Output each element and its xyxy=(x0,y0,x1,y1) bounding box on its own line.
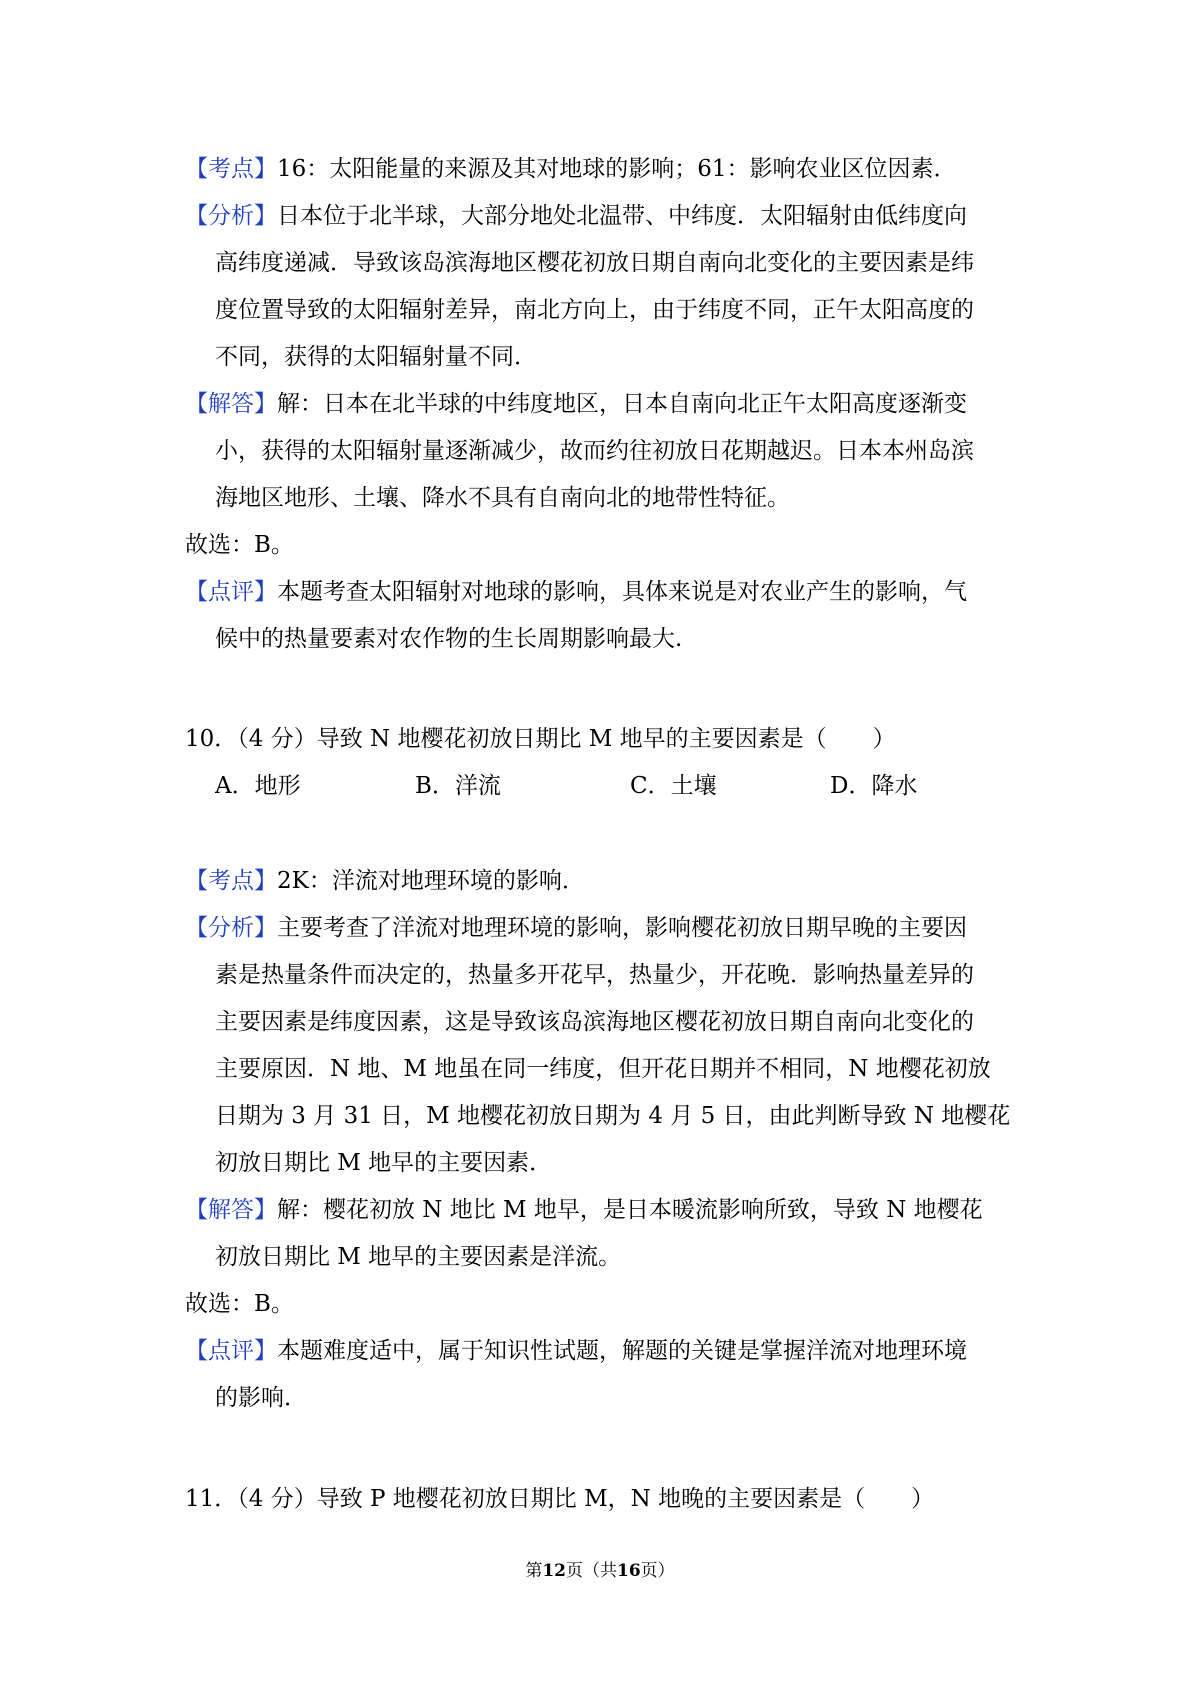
dianping-tag: 【点评】 xyxy=(185,1338,277,1364)
kaodian-text: 16：太阳能量的来源及其对地球的影响；61：影响农业区位因素． xyxy=(277,156,957,182)
dianping-row xyxy=(185,1328,1030,1375)
fenxi-row xyxy=(185,193,1030,240)
jieda-row xyxy=(185,381,1030,428)
dianping-row xyxy=(185,569,1030,616)
dianping-line: 本题难度适中，属于知识性试题，解题的关键是掌握洋流对地理环境 xyxy=(277,1338,967,1364)
kaodian-tag: 【考点】 xyxy=(185,156,277,182)
option-c: C．土壤 xyxy=(630,773,717,799)
footer-page-number: 12 xyxy=(542,1561,566,1581)
fenxi-tag: 【分析】 xyxy=(185,915,277,941)
fenxi-line: 素是热量条件而决定的，热量多开花早，热量少，开花晚．影响热量差异的 xyxy=(215,962,974,988)
dianping-line: 候中的热量要素对农作物的生长周期影响最大. xyxy=(215,626,683,652)
fenxi-line: 主要考查了洋流对地理环境的影响，影响樱花初放日期早晚的主要因 xyxy=(277,915,967,941)
dianping-line: 的影响． xyxy=(215,1385,307,1411)
page-footer xyxy=(0,1556,1200,1581)
fenxi-line: 日本位于北半球，大部分地处北温带、中纬度．太阳辐射由低纬度向 xyxy=(277,203,967,229)
footer-total-pages: 16 xyxy=(617,1561,641,1581)
option-a: A．地形 xyxy=(215,773,301,799)
dianping-tag: 【点评】 xyxy=(185,579,277,605)
jieda-line: 解：日本在北半球的中纬度地区，日本自南向北正午太阳高度逐渐变 xyxy=(277,391,967,417)
answer-choice: 故选：B。 xyxy=(185,1291,294,1317)
analysis-section-1 xyxy=(185,146,1030,663)
analysis-section-2 xyxy=(185,858,1030,1422)
jieda-tag: 【解答】 xyxy=(185,391,277,417)
fenxi-line: 不同，获得的太阳辐射量不同． xyxy=(215,344,537,370)
fenxi-line: 高纬度递减．导致该岛滨海地区樱花初放日期自南向北变化的主要因素是纬 xyxy=(215,250,974,276)
answer-choice: 故选：B。 xyxy=(185,532,294,558)
fenxi-tag: 【分析】 xyxy=(185,203,277,229)
kaodian-tag: 【考点】 xyxy=(185,868,277,894)
option-b: B．洋流 xyxy=(415,773,501,799)
kaodian-row xyxy=(185,146,1030,193)
dianping-line: 本题考查太阳辐射对地球的影响，具体来说是对农业产生的影响，气 xyxy=(277,579,967,605)
question-11: 11．（4 分）导致 P 地樱花初放日期比 M，N 地晚的主要因素是（ ） xyxy=(185,1486,935,1512)
jieda-row xyxy=(185,1187,1030,1234)
footer-prefix: 第 xyxy=(525,1561,543,1581)
footer-suffix: 页） xyxy=(640,1561,675,1581)
jieda-line: 海地区地形、土壤、降水不具有自南向北的地带性特征。 xyxy=(215,485,790,511)
kaodian-row xyxy=(185,858,1030,905)
fenxi-line: 主要原因．N 地、M 地虽在同一纬度，但开花日期并不相同，N 地樱花初放 xyxy=(215,1056,991,1082)
jieda-line: 小，获得的太阳辐射量逐渐减少，故而约往初放日花期越迟。日本本州岛滨 xyxy=(215,438,974,464)
fenxi-row xyxy=(185,905,1030,952)
jieda-tag: 【解答】 xyxy=(185,1197,277,1223)
fenxi-line: 主要因素是纬度因素，这是导致该岛滨海地区樱花初放日期自南向北变化的 xyxy=(215,1009,974,1035)
fenxi-line: 初放日期比 M 地早的主要因素． xyxy=(215,1150,553,1176)
fenxi-line: 日期为 3 月 31 日，M 地樱花初放日期为 4 月 5 日，由此判断导致 N 地樱花 xyxy=(215,1103,1011,1129)
kaodian-text: 2K：洋流对地理环境的影响． xyxy=(277,868,585,894)
jieda-line: 解：樱花初放 N 地比 M 地早，是日本暖流影响所致，导致 N 地樱花 xyxy=(277,1197,983,1223)
option-d: D．降水 xyxy=(830,773,918,799)
footer-middle: 页（共 xyxy=(566,1561,617,1581)
question-10: 10．（4 分）导致 N 地樱花初放日期比 M 地早的主要因素是（ ） xyxy=(185,726,896,752)
fenxi-line: 度位置导致的太阳辐射差异，南北方向上，由于纬度不同，正午太阳高度的 xyxy=(215,297,974,323)
question-10-options xyxy=(215,763,1015,810)
jieda-line: 初放日期比 M 地早的主要因素是洋流。 xyxy=(215,1244,622,1270)
